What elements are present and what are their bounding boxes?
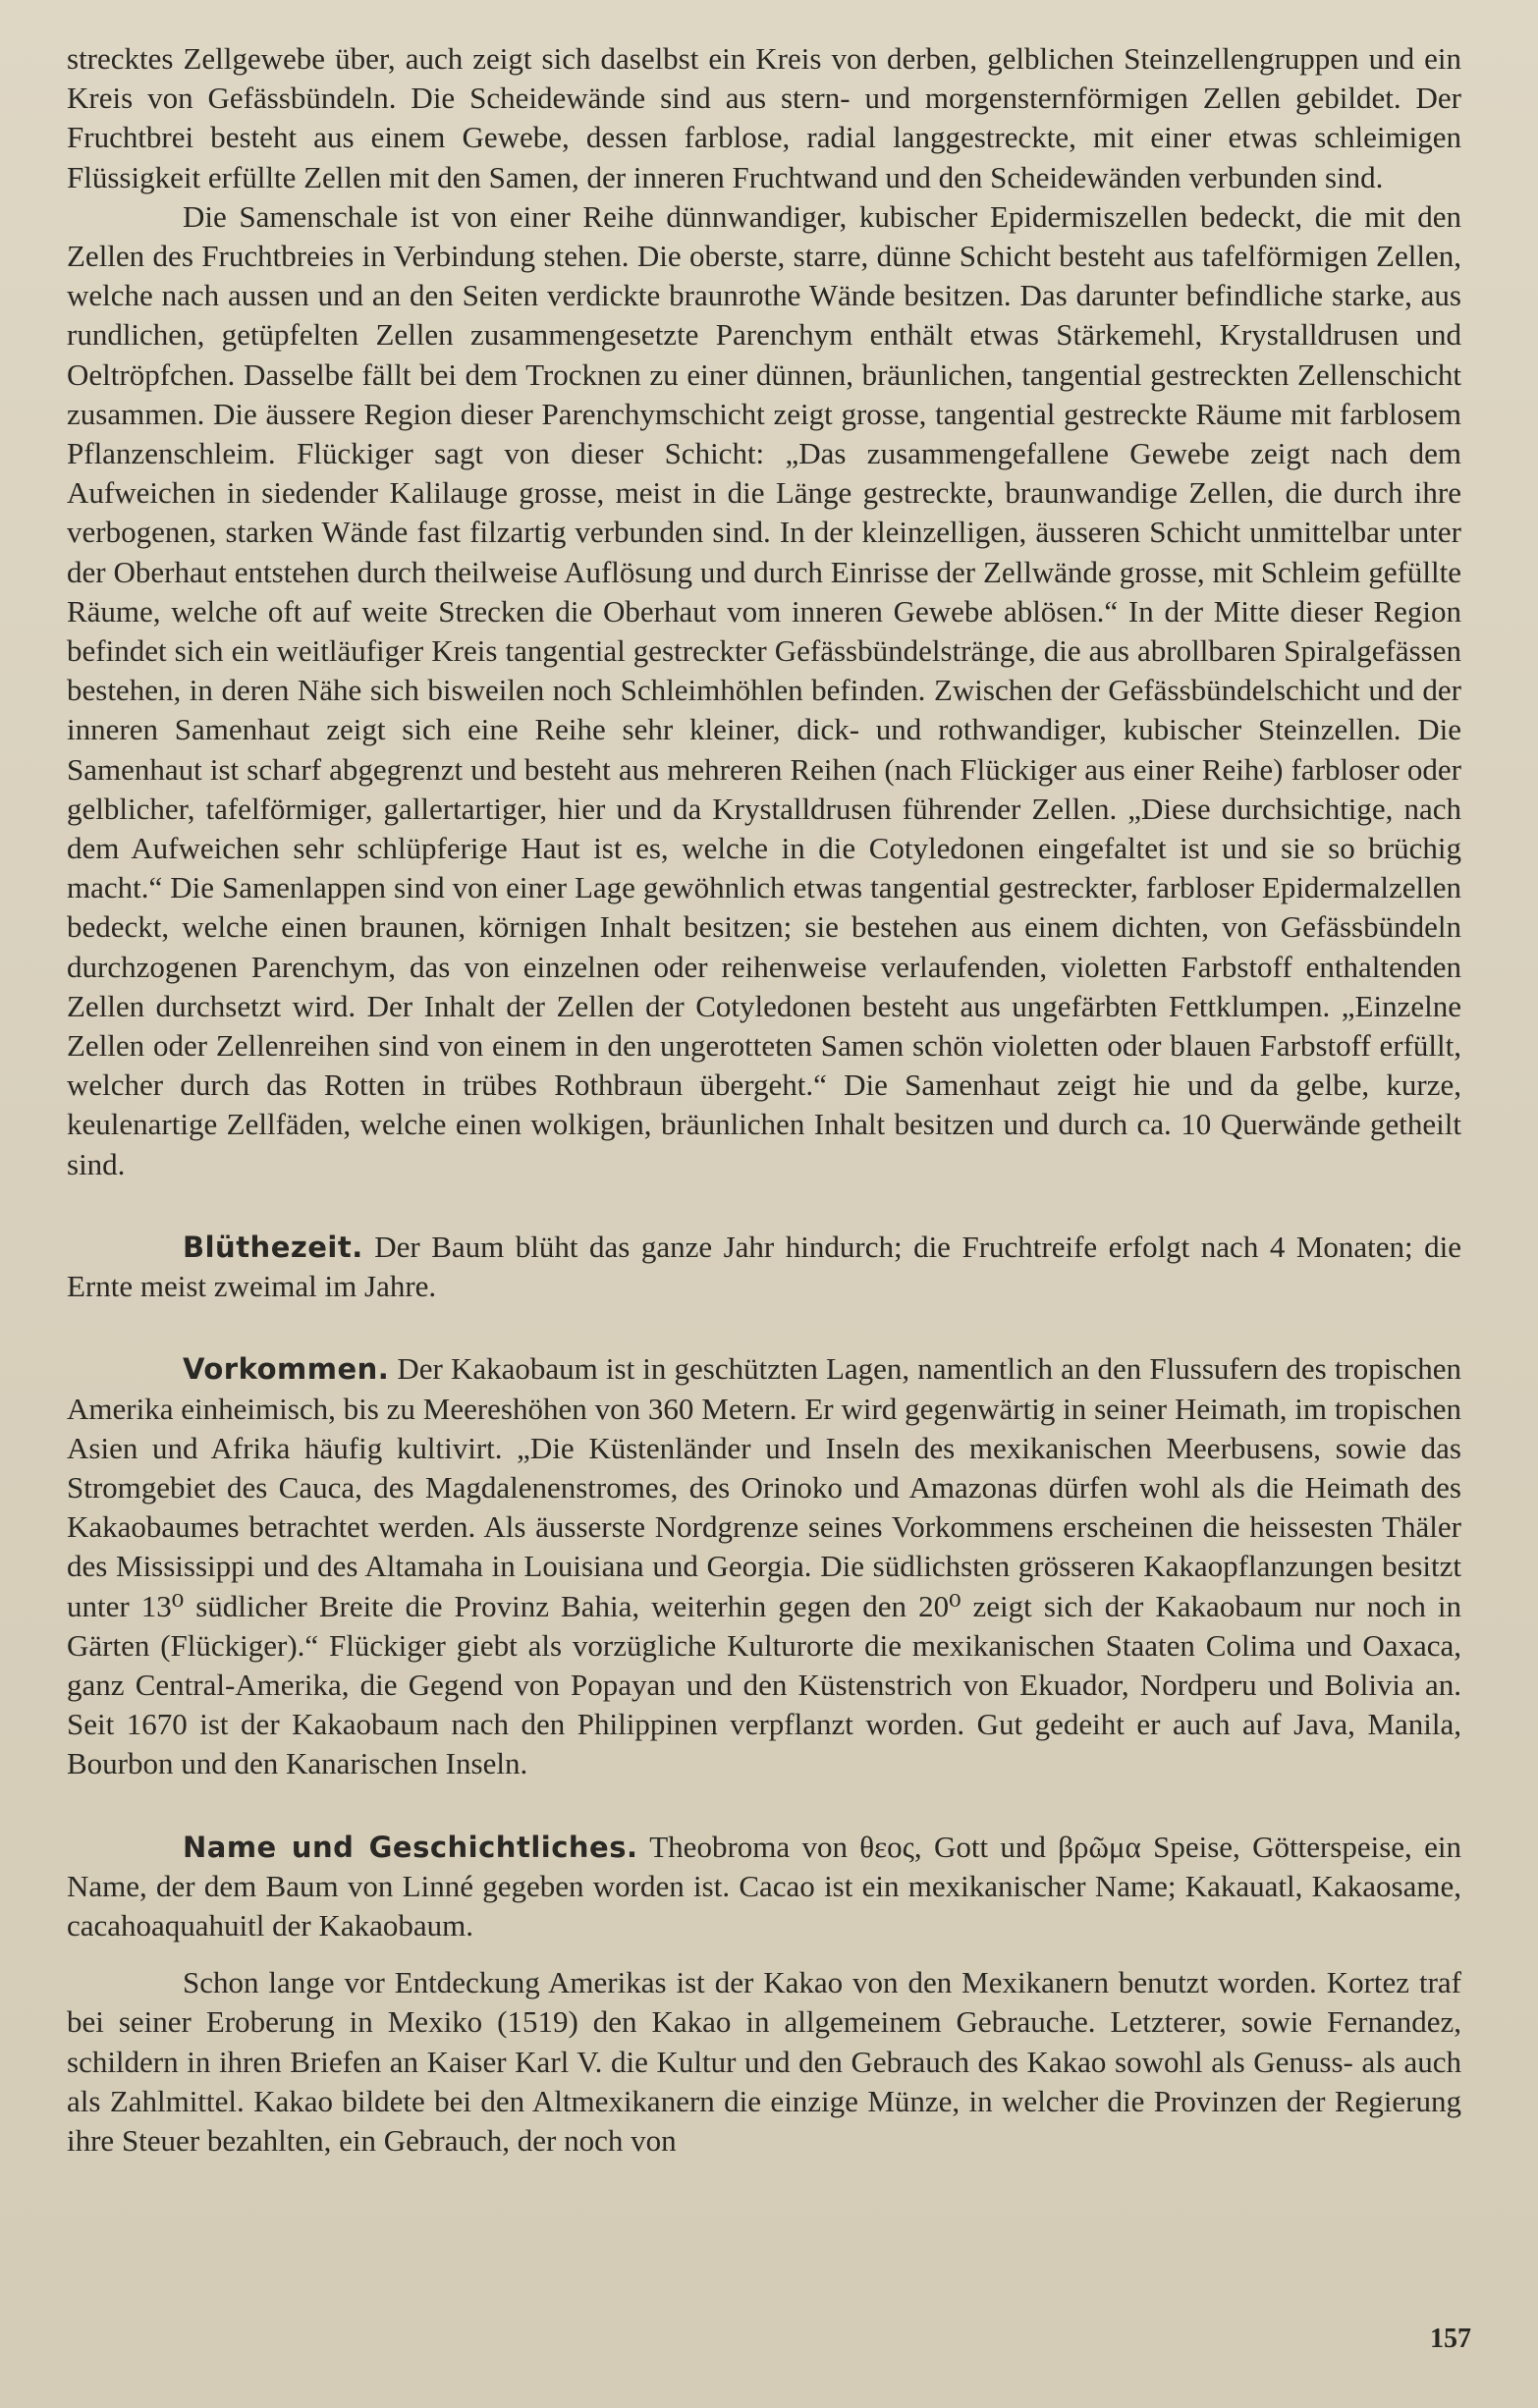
section-vorkommen bbox=[67, 1349, 1461, 1783]
page-number: 157 bbox=[1430, 2324, 1471, 2354]
section-text: Der Baum blüht das ganze Jahr hindurch; die Fruchtreife erfolgt nach 4 Monaten; die Ernte meist zweimal im Jahre. bbox=[67, 1229, 1462, 1304]
section-heading: Vorkommen. bbox=[183, 1352, 390, 1387]
section-name-geschichtliches bbox=[67, 1828, 1461, 1946]
body-paragraph: Die Samenschale ist von einer Reihe dünnwandiger, kubischer Epidermiszellen bedeckt, die mit den Zellen des Fruchtbreies in Verbindung stehen. Die oberste, starre, dünne Schicht besteht aus tafelförmigen Zellen, welche nach aussen und an den Seiten verdickte braunrothe Wände besitzen. Das darunter befindliche starke, aus rundlichen, getüpfelten Zellen zusammengesetzte Parenchym enthält etwas Stärkemehl, Krystalldrusen und Oeltröpfchen. Dasselbe fällt bei dem Trocknen zu einer dünnen, bräunlichen, tangential gestreckten Zellenschicht zusammen. Die äussere Region dieser Parenchymschicht zeigt grosse, tangential gestreckte Räume mit farblosem Pflanzenschleim. Flückiger sagt von dieser Schicht: „Das zusammengefallene Gewebe zeigt nach dem Aufweichen in siedender Kalilauge grosse, meist in die Länge gestreckte, braunwandige Zellen, die durch ihre verbogenen, starken Wände fast filzartig verbunden sind. In der kleinzelligen, äusseren Schicht unmittelbar unter der Oberhaut entstehen durch theilweise Auflösung und durch Einrisse der Zellwände grosse, mit Schleim gefüllte Räume, welche oft auf weite Strecken die Oberhaut vom inneren Gewebe ablösen.“ In der Mitte dieser Region befindet sich ein weitläufiger Kreis tangential gestreckter Gefässbündelstränge, die aus abrollbaren Spiralgefässen bestehen, in deren Nähe sich bisweilen noch Schleimhöhlen befinden. Zwischen der Gefässbündelschicht und der inneren Samenhaut zeigt sich eine Reihe sehr kleiner, dick- und rothwandiger, kubischer Steinzellen. Die Samenhaut ist scharf abgegrenzt und besteht aus mehreren Reihen (nach Flückiger aus einer Reihe) farbloser oder gelblicher, tafelförmiger, gallertartiger, hier und da Krystalldrusen führender Zellen. „Diese durchsichtige, nach dem Aufweichen sehr schlüpferige Haut ist es, welche in die Cotyledonen eingefaltet ist und sie so brüchig macht.“ Die Samenlappen sind von einer Lage gewöhnlich etwas tangential gestreckter, farbloser Epidermalzellen bedeckt, welche einen braunen, körnigen Inhalt besitzen; sie bestehen aus einem dichten, von Gefässbündeln durchzogenen Parenchym, das von einzelnen oder reihenweise verlaufenden, violetten Farbstoff enthaltenden Zellen durchsetzt wird. Der Inhalt der Zellen der Cotyledonen besteht aus ungefärbten Fettklumpen. „Einzelne Zellen oder Zellenreihen sind von einem in den ungerotteten Samen schön violetten oder blauen Farbstoff erfüllt, welcher durch das Rotten in trübes Rothbraun übergeht.“ Die Samenhaut zeigt hie und da gelbe, kurze, keulenartige Zellfäden, welche einen wolkigen, bräunlichen Inhalt besitzen und durch ca. 10 Querwände getheilt sind. bbox=[67, 198, 1461, 1181]
body-paragraph: Schon lange vor Entdeckung Amerikas ist der Kakao von den Mexikanern benutzt worden. Kortez traf bei seiner Eroberung in Mexiko (1519) den Kakao in allgemeinem Gebrauche. Letzterer, sowie Fernandez, schildern in ihren Briefen an Kaiser Karl V. die Kultur und den Gebrauch des Kakao sowohl als Genuss- als auch als Zahlmittel. Kakao bildete bei den Altmexikanern die einzige Münze, in welcher die Provinzen der Regierung ihre Steuer bezahlten, ein Gebrauch, der noch von bbox=[67, 1965, 1461, 2158]
section-bluethezeit bbox=[67, 1228, 1461, 1306]
body-paragraph: strecktes Zellgewebe über, auch zeigt sich daselbst ein Kreis von derben, gelblichen Steinzellengruppen und ein Kreis von Gefässbündeln. Die Scheidewände sind aus stern- und morgensternförmigen Zellen gebildet. Der Fruchtbrei besteht aus einem Gewebe, dessen farblose, radial langgestreckte, mit einer etwas schleimigen Flüssigkeit erfüllte Zellen mit den Samen, der inneren Fruchtwand und den Scheidewänden verbunden sind. bbox=[67, 41, 1461, 194]
section-heading: Name und Geschichtliches. bbox=[183, 1830, 638, 1864]
section-text: Der Kakaobaum ist in geschützten Lagen, namentlich an den Flussufern des tropischen Amerika einheimisch, bis zu Meereshöhen von 360 Metern. Er wird gegenwärtig in seiner Heimath, im tropischen Asien und Afrika häufig kultivirt. „Die Küstenländer und Inseln des mexikanischen Meerbusens, sowie das Stromgebiet des Cauca, des Magdalenenstromes, des Orinoko und Amazonas dürfen wohl als die Heimath des Kakaobaumes betrachtet werden. Als äusserste Nordgrenze seines Vorkommens erscheinen die heissesten Thäler des Mississippi und des Altamaha in Louisiana und Georgia. Die südlichsten grösseren Kakaopflanzungen besitzt unter 13⁰ südlicher Breite die Provinz Bahia, weiterhin gegen den 20⁰ zeigt sich der Kakaobaum nur noch in Gärten (Flückiger).“ Flückiger giebt als vorzügliche Kulturorte die mexikanischen Staaten Colima und Oaxaca, ganz Central-Amerika, die Gegend von Popayan und den Küstenstrich von Ekuador, Nordperu und Bolivia an. Seit 1670 ist der Kakaobaum nach den Philippinen verpflanzt worden. Gut gedeiht er auch auf Java, Manila, Bourbon und den Kanarischen Inseln. bbox=[67, 1351, 1461, 1781]
section-text: Theobroma von θεος, Gott und βρῶμα Speise, Götterspeise, ein Name, der dem Baum von Linné gegeben worden ist. Cacao ist ein mexikanischer Name; Kakauatl, Kakaosame, cacahoaquahuitl der Kakaobaum. bbox=[67, 1829, 1461, 1943]
section-heading: Blüthezeit. bbox=[183, 1230, 363, 1264]
